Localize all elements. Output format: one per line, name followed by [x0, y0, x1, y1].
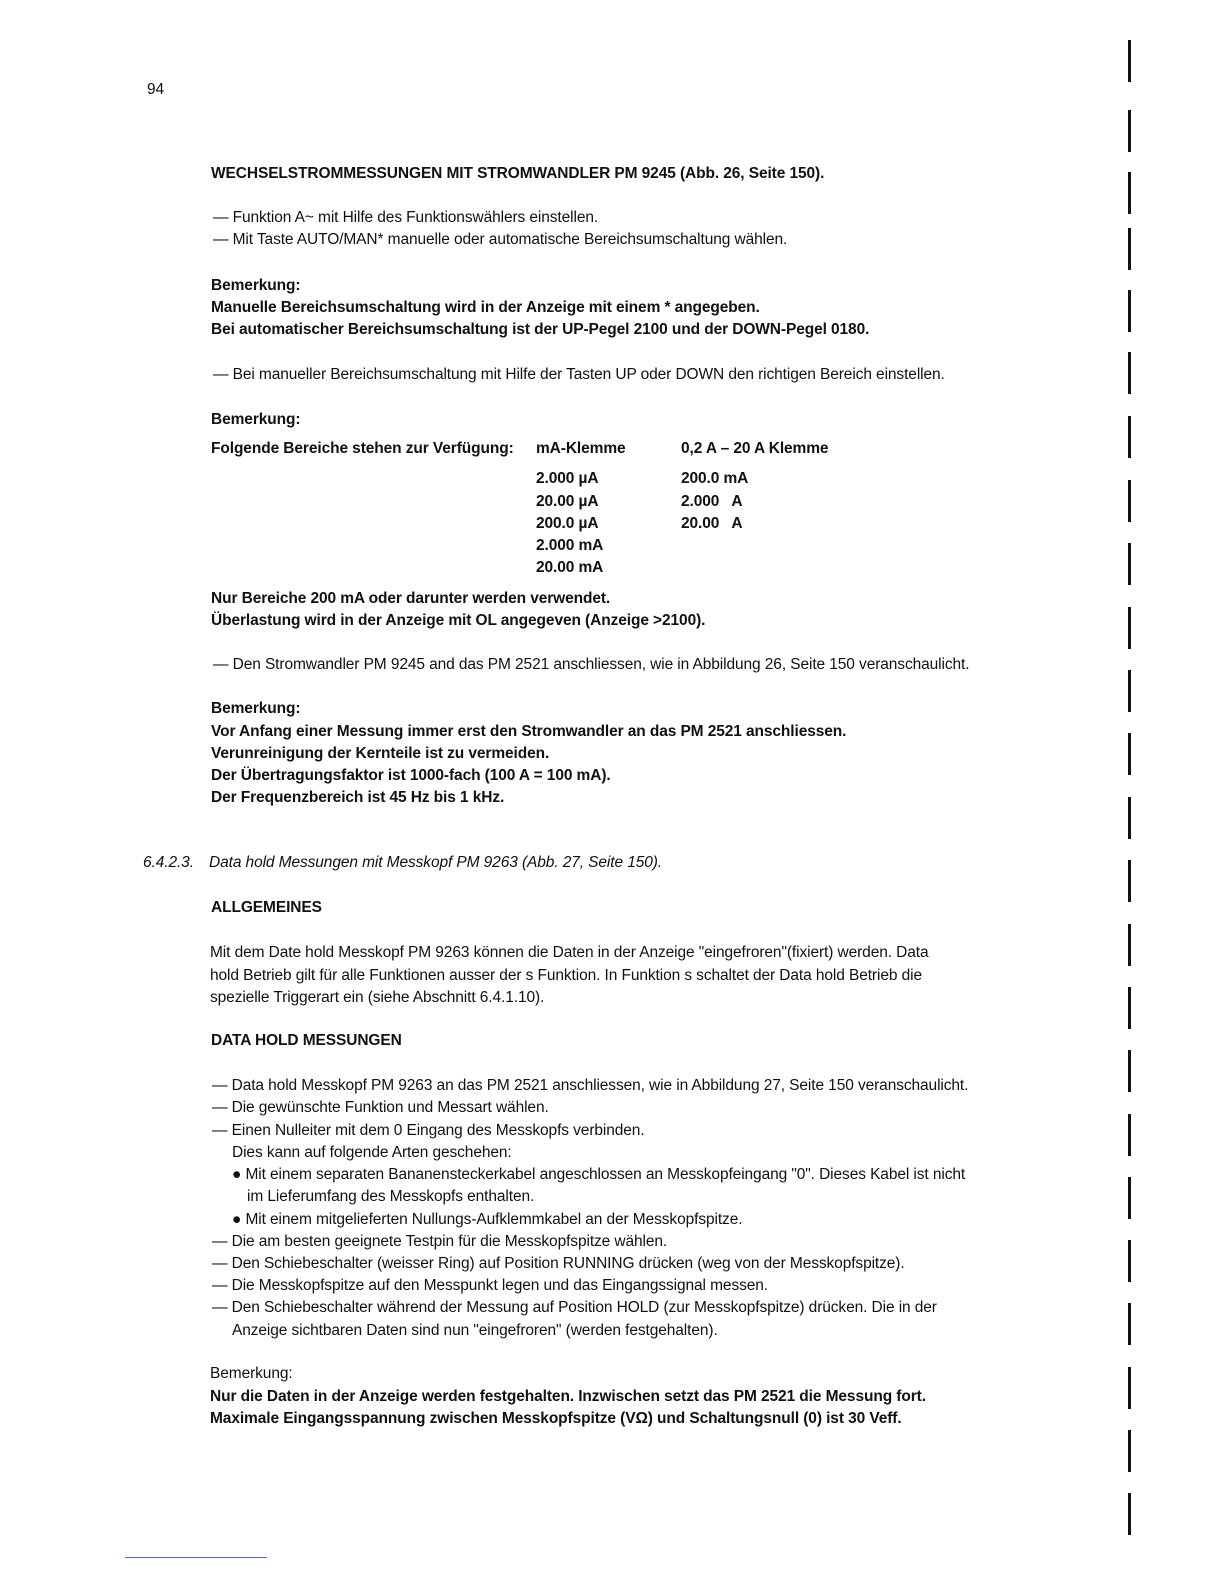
scan-mark: [1128, 1177, 1131, 1219]
step: Dies kann auf folgende Arten geschehen:: [232, 1144, 512, 1161]
step: — Die Messkopfspitze auf den Messpunkt legen und das Eingangssignal messen.: [212, 1277, 768, 1294]
scan-mark: [1128, 987, 1131, 1029]
scan-mark: [1128, 1303, 1131, 1345]
note-label: Bemerkung:: [210, 1365, 293, 1382]
scan-mark: [1128, 860, 1131, 902]
step: — Den Schiebeschalter (weisser Ring) auf Position RUNNING drücken (weg von der Messkopfspitze).: [212, 1255, 905, 1272]
col2-header: 0,2 A – 20 A Klemme: [681, 440, 829, 457]
scan-mark: [1128, 924, 1131, 966]
note-line: Überlastung wird in der Anzeige mit OL angegeven (Anzeige >2100).: [211, 612, 706, 629]
step: — Den Stromwandler PM 9245 and das PM 2521 anschliessen, wie in Abbildung 26, Seite 150 veranschaulicht.: [213, 656, 970, 673]
scan-mark: [1128, 733, 1131, 775]
bullet-cont: im Lieferumfang des Messkopfs enthalten.: [247, 1188, 535, 1205]
scan-mark: [1128, 480, 1131, 522]
step: — Den Schiebeschalter während der Messung auf Position HOLD (zur Messkopfspitze) drücken. Die in der: [212, 1299, 937, 1316]
note-label: Bemerkung:: [211, 700, 301, 717]
note-line: Maximale Eingangsspannung zwischen Messkopfspitze (VΩ) und Schaltungsnull (0) ist 30 Veff.: [210, 1410, 902, 1427]
step: — Mit Taste AUTO/MAN* manuelle oder automatische Bereichsumschaltung wählen.: [213, 231, 788, 248]
divider-line: [125, 1557, 267, 1558]
range-value: 20.00 mA: [536, 559, 604, 576]
section-number: 6.4.2.3.: [143, 854, 194, 871]
step: — Die am besten geeignete Testpin für die Messkopfspitze wählen.: [212, 1233, 668, 1250]
range-value: 200.0 mA: [681, 470, 749, 487]
scan-mark: [1128, 352, 1131, 394]
scan-mark: [1128, 1367, 1131, 1409]
bullet: ● Mit einem mitgelieferten Nullungs-Aufklemmkabel an der Messkopfspitze.: [232, 1211, 743, 1228]
subheading: DATA HOLD MESSUNGEN: [211, 1032, 402, 1049]
scan-mark: [1128, 1050, 1131, 1092]
range-value: 2.000 A: [681, 493, 743, 510]
scan-mark: [1128, 797, 1131, 839]
paragraph-line: spezielle Triggerart ein (siehe Abschnitt 6.4.1.10).: [210, 989, 545, 1006]
note-line: Der Frequenzbereich ist 45 Hz bis 1 kHz.: [211, 789, 505, 806]
scan-mark: [1128, 607, 1131, 649]
ranges-intro: Folgende Bereiche stehen zur Verfügung:: [211, 440, 514, 457]
note-line: Verunreinigung der Kernteile ist zu vermeiden.: [211, 745, 550, 762]
scan-mark: [1128, 1114, 1131, 1156]
range-value: 20.00 A: [681, 515, 743, 532]
note-line: Vor Anfang einer Messung immer erst den Stromwandler an das PM 2521 anschliessen.: [211, 723, 847, 740]
scan-mark: [1128, 1430, 1131, 1472]
note-line: Bei automatischer Bereichsumschaltung ist der UP-Pegel 2100 und der DOWN-Pegel 0180.: [211, 321, 870, 338]
range-value: 2.000 µA: [536, 470, 599, 487]
paragraph-line: Mit dem Date hold Messkopf PM 9263 können die Daten in der Anzeige "eingefroren"(fixiert) werden. Data: [210, 944, 929, 961]
step: — Die gewünschte Funktion und Messart wählen.: [212, 1099, 549, 1116]
range-value: 20.00 µA: [536, 493, 599, 510]
note-line: Nur die Daten in der Anzeige werden festgehalten. Inzwischen setzt das PM 2521 die Messung fort.: [210, 1388, 926, 1405]
scan-mark: [1128, 110, 1131, 152]
subheading: ALLGEMEINES: [211, 899, 322, 916]
section-heading: WECHSELSTROMMESSUNGEN MIT STROMWANDLER PM 9245 (Abb. 26, Seite 150).: [211, 165, 825, 182]
paragraph-line: hold Betrieb gilt für alle Funktionen ausser der s Funktion. In Funktion s schaltet der Data hold Betrieb die: [210, 967, 922, 984]
scan-mark: [1128, 416, 1131, 458]
scan-mark: [1128, 543, 1131, 585]
scan-mark: [1128, 290, 1131, 332]
step: — Data hold Messkopf PM 9263 an das PM 2521 anschliessen, wie in Abbildung 27, Seite 150 veranschaulicht.: [212, 1077, 969, 1094]
step-cont: Anzeige sichtbaren Daten sind nun "eingefroren" (werden festgehalten).: [232, 1322, 718, 1339]
range-value: 200.0 µA: [536, 515, 599, 532]
note-label: Bemerkung:: [211, 411, 301, 428]
note-line: Nur Bereiche 200 mA oder darunter werden verwendet.: [211, 590, 611, 607]
range-value: 2.000 mA: [536, 537, 604, 554]
bullet: ● Mit einem separaten Bananensteckerkabel angeschlossen an Messkopfeingang "0". Dieses Kabel ist nicht: [232, 1166, 966, 1183]
scan-mark: [1128, 172, 1131, 214]
section-title: Data hold Messungen mit Messkopf PM 9263 (Abb. 27, Seite 150).: [209, 854, 663, 871]
step: — Einen Nulleiter mit dem 0 Eingang des Messkopfs verbinden.: [212, 1122, 645, 1139]
note-line: Manuelle Bereichsumschaltung wird in der Anzeige mit einem * angegeben.: [211, 299, 760, 316]
step: — Bei manueller Bereichsumschaltung mit Hilfe der Tasten UP oder DOWN den richtigen Bereich einstellen.: [213, 366, 945, 383]
scan-mark: [1128, 228, 1131, 270]
note-line: Der Übertragungsfaktor ist 1000-fach (100 A = 100 mA).: [211, 767, 611, 784]
col1-header: mA-Klemme: [536, 440, 626, 457]
scan-mark: [1128, 1240, 1131, 1282]
scan-mark: [1128, 670, 1131, 712]
scan-mark: [1128, 1493, 1131, 1535]
page-number: 94: [147, 81, 165, 98]
step: — Funktion A~ mit Hilfe des Funktionswählers einstellen.: [213, 209, 599, 226]
scan-mark: [1128, 40, 1131, 82]
note-label: Bemerkung:: [211, 277, 301, 294]
